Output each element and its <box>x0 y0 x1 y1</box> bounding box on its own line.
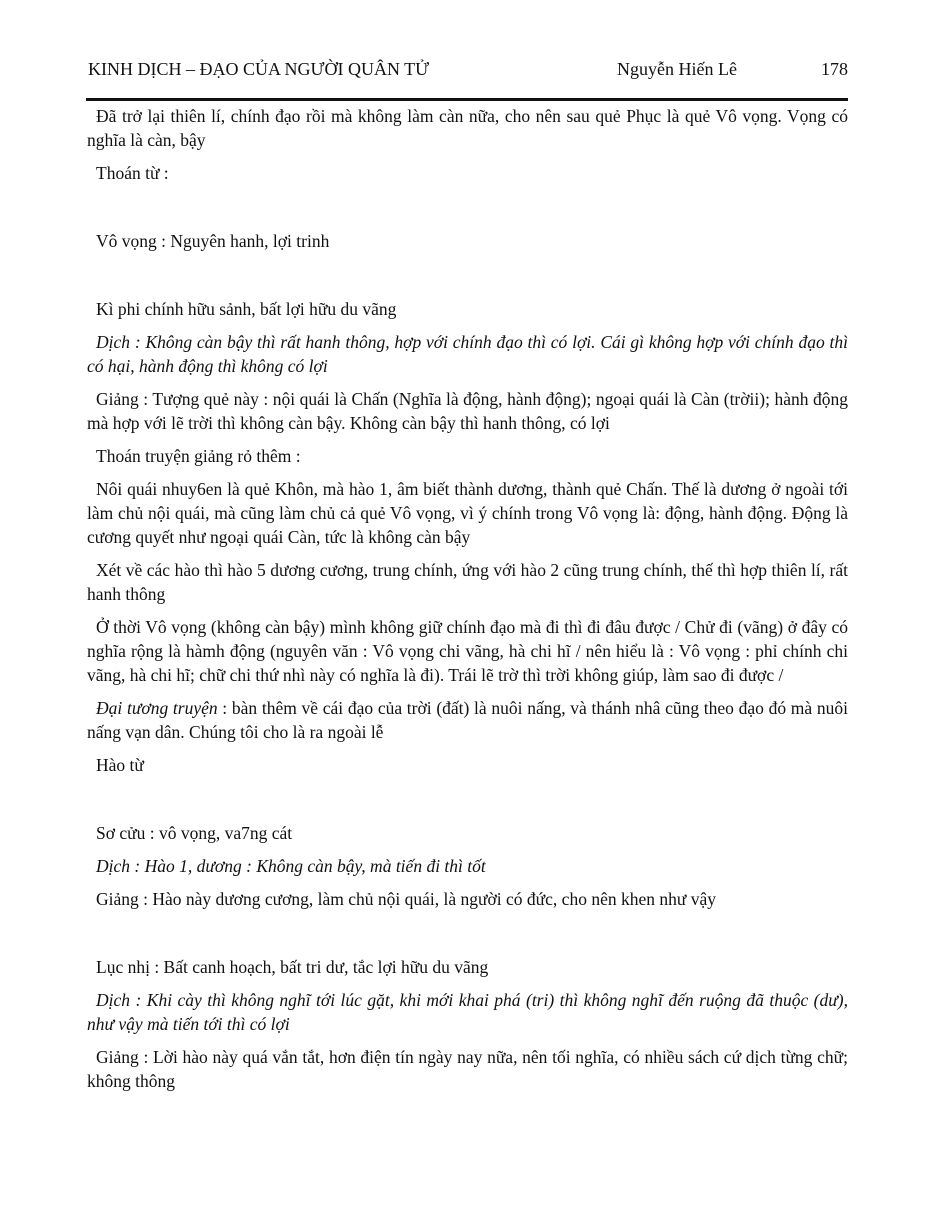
verse-line: Kì phi chính hữu sảnh, bất lợi hữu du vãng <box>96 299 397 319</box>
commentary-paragraph: Xét về các hào thì hào 5 dương cương, trung chính, ứng với hào 2 cũng trung chính, thế thì hợp thiên lí, rất hanh thông <box>87 560 848 604</box>
commentary-paragraph: Nôi quái nhuy6en là quẻ Khôn, mà hào 1, âm biết thành dương, thành quẻ Chấn. Thế là dương ở ngoài tới làm chủ nội quái, mà cũng làm chủ cả quẻ Vô vọng, vì ý chính trong Vô vọng là: động, hành động. Động là cương quyết như ngoại quái Càn, tức là không càn bậy <box>87 479 848 547</box>
commentary-paragraph: Giảng : Lời hào này quá vắn tắt, hơn điện tín ngày nay nữa, nên tối nghĩa, có nhiều sách cứ dịch từng chữ; không thông <box>87 1047 848 1091</box>
section-heading-hao-tu: Hào từ <box>96 755 144 775</box>
translation-paragraph: Dịch : Hào 1, dương : Không càn bậy, mà tiến đi thì tốt <box>96 856 486 876</box>
section-heading-thoan-tu: Thoán từ : <box>96 163 169 183</box>
header-rule <box>86 98 848 101</box>
dai-tuong-label: Đại tương truyện <box>96 698 218 718</box>
section-heading-thoan-truyen: Thoán truyện giảng rỏ thêm : <box>96 446 301 466</box>
dai-tuong-text: : bàn thêm về cái đạo của trời (đất) là nuôi nấng, và thánh nhâ cũng theo đạo đó mà nuôi nấng vạn dân. Chúng tôi cho là ra ngoài lễ <box>87 698 848 742</box>
commentary-paragraph: Giảng : Hào này dương cương, làm chủ nội quái, là người có đức, cho nên khen như vậy <box>96 889 716 909</box>
verse-line: Lục nhị : Bất canh hoạch, bất tri dư, tắc lợi hữu du vãng <box>96 957 489 977</box>
page-number: 178 <box>821 59 848 79</box>
page-header <box>88 57 848 81</box>
dai-tuong-paragraph <box>87 696 848 744</box>
verse-line: Vô vọng : Nguyên hanh, lợi trinh <box>96 231 330 251</box>
translation-paragraph: Dịch : Khi cày thì không nghĩ tới lúc gặt, khi mới khai phá (tri) thì không nghĩ đến ruộng đã thuộc (dư), như vậy mà tiến tới thì có lợi <box>87 990 848 1034</box>
commentary-paragraph: Giảng : Tượng quẻ này : nội quái là Chấn (Nghĩa là động, hành động); ngoại quái là Càn (trờii); hành động mà hợp với lẽ trời thì không càn bậy. Không càn bậy thì hanh thông, có lợi <box>87 389 848 433</box>
commentary-paragraph: Ở thời Vô vọng (không càn bậy) mình không giữ chính đạo mà đi thì đi đâu được / Chử đi (vãng) ở đây có nghĩa rộng là hàmh động (nguyên văn : Vô vọng chi vãng, hà chi hĩ / nên hiểu là : Vô vọng : phỉ chính chi vãng, hà chi hĩ; chữ chi thứ nhì này có nghĩa là đi). Trái lẽ trờ thì trời không giúp, làm sao đi được / <box>87 617 848 685</box>
page-body <box>87 104 848 1093</box>
translation-paragraph: Dịch : Không càn bậy thì rất hanh thông, hợp với chính đạo thì có lợi. Cái gì không hợp với chính đạo thì có hại, hành động thì không có lợi <box>87 332 848 376</box>
author-name: Nguyễn Hiến Lê <box>617 59 737 79</box>
book-title: KINH DỊCH – ĐẠO CỦA NGƯỜI QUÂN TỬ <box>88 59 430 79</box>
intro-paragraph: Đã trở lại thiên lí, chính đạo rồi mà không làm càn nữa, cho nên sau quẻ Phục là quẻ Vô vọng. Vọng có nghĩa là càn, bậy <box>87 106 848 150</box>
verse-line: Sơ cửu : vô vọng, va7ng cát <box>96 823 293 843</box>
